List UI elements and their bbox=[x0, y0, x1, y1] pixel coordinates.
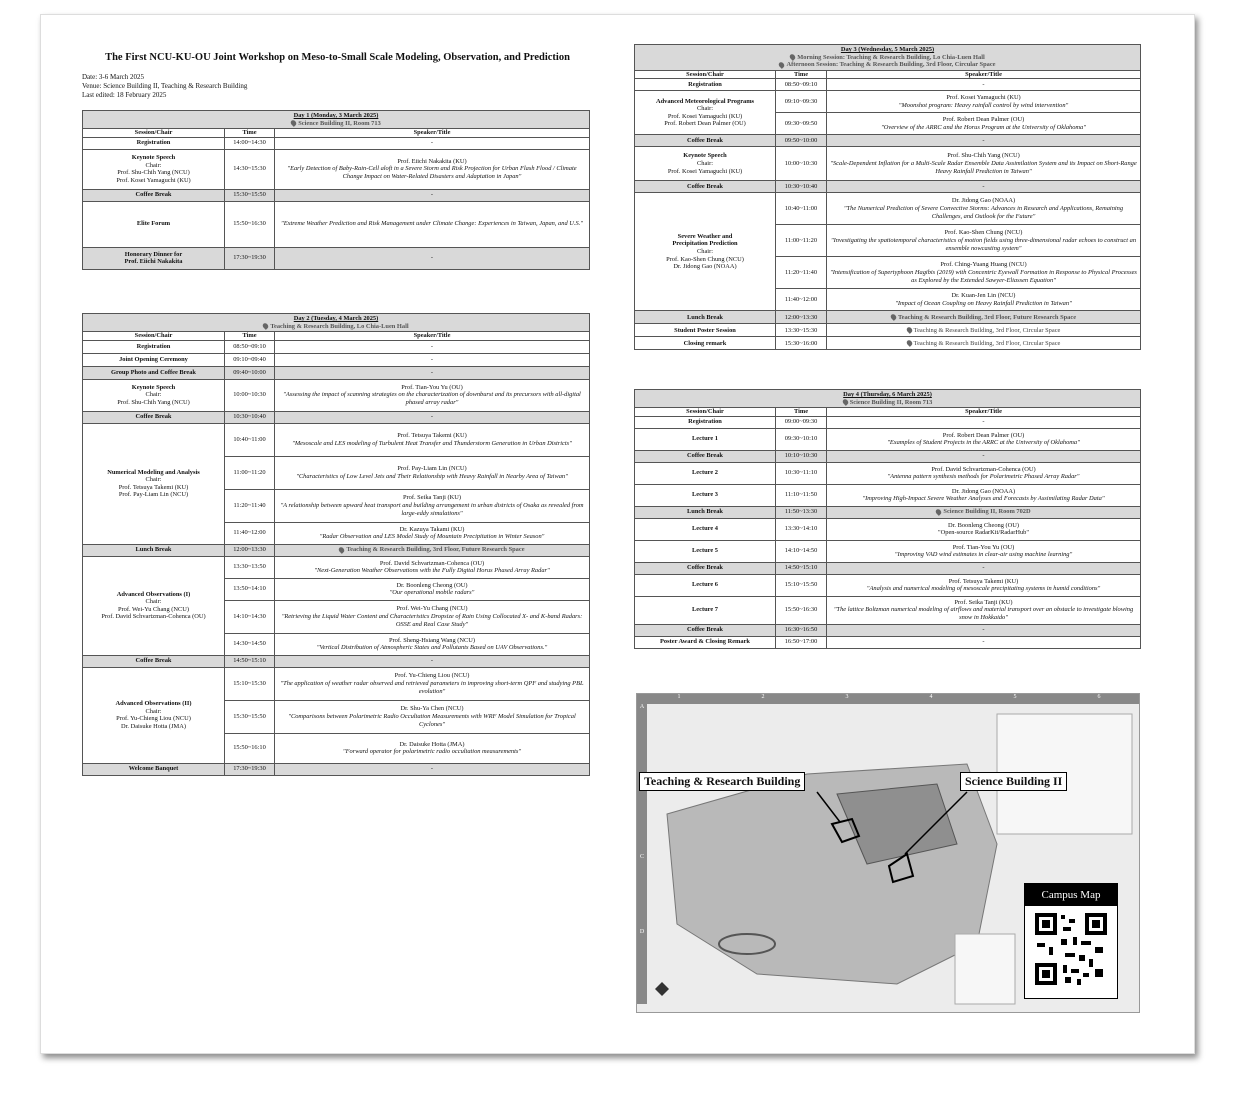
time-cell: 11:40~12:00 bbox=[225, 522, 275, 544]
session-cell: Coffee Break bbox=[635, 450, 776, 462]
talk-title: "Forward operator for polarimetric radio occultation measurements" bbox=[342, 748, 522, 756]
speaker-name: Dr. Boonleng Cheong (OU) bbox=[396, 581, 468, 589]
detail-cell bbox=[275, 149, 590, 189]
time-cell: 10:40~11:00 bbox=[225, 423, 275, 456]
talk-title: "A relationship between upward heat transport and building arrangement in urban districts of Osaka as revealed from large-eddy simulations" bbox=[280, 501, 584, 517]
compass-icon bbox=[655, 982, 669, 996]
chair-name: Prof. Kosei Yamaguchi (KU) bbox=[116, 176, 191, 184]
speaker-name: Prof. Robert Dean Palmer (OU) bbox=[942, 116, 1025, 124]
campus-ground-shape bbox=[667, 764, 997, 984]
chair-name: Prof. Wei-Yu Chang (NCU) bbox=[117, 605, 190, 613]
time-cell: 12:00~13:30 bbox=[776, 311, 827, 324]
map-grid-col: 4 bbox=[889, 694, 973, 704]
detail-cell: - bbox=[827, 562, 1141, 574]
detail-cell: - bbox=[275, 340, 590, 353]
col-time: Time bbox=[225, 332, 275, 341]
detail-cell bbox=[275, 544, 590, 556]
detail-cell bbox=[275, 633, 590, 655]
session-name: Advanced Meteorological Programs bbox=[655, 97, 755, 105]
session-name: Advanced Observations (I) bbox=[116, 590, 191, 598]
time-cell: 12:00~13:30 bbox=[225, 544, 275, 556]
detail-cell bbox=[827, 147, 1141, 181]
speaker-name: Prof. David Schvartzman-Cohenca (OU) bbox=[379, 559, 485, 567]
talk-title: "Retrieving the Liquid Water Content and Characteristics Dropsize of Rain Using Collocated X- and K-band Radars: OSSE and Real Case Study" bbox=[281, 612, 583, 628]
detail-cell bbox=[275, 522, 590, 544]
time-cell: 14:30~15:30 bbox=[225, 149, 275, 189]
talk-title: "The application of weather radar observed and retrieved parameters in improving short-term QPF and studying PBL evolution" bbox=[280, 679, 584, 695]
session-cell: Coffee Break bbox=[83, 655, 225, 667]
detail-cell: - bbox=[827, 416, 1141, 428]
time-cell: 10:40~11:00 bbox=[776, 193, 827, 225]
col-speaker: Speaker/Title bbox=[275, 129, 590, 138]
col-session: Session/Chair bbox=[635, 408, 776, 417]
location-pin-icon bbox=[935, 508, 943, 516]
chair-name: Prof. Pay-Liam Lin (NCU) bbox=[118, 491, 189, 499]
time-cell: 11:20~11:40 bbox=[776, 257, 827, 289]
speaker-name: Prof. Pay-Liam Lin (NCU) bbox=[397, 465, 467, 473]
session-cell: Group Photo and Coffee Break bbox=[83, 366, 225, 379]
chair-label: Chair: bbox=[145, 391, 162, 399]
map-grid-row: C bbox=[637, 854, 647, 929]
speaker-name: Prof. Tian-You Yu (OU) bbox=[401, 383, 463, 391]
detail-cell: - bbox=[275, 137, 590, 149]
chair-label: Chair: bbox=[145, 161, 162, 169]
session-cell: Lunch Break bbox=[635, 311, 776, 324]
time-cell: 09:00~09:30 bbox=[776, 416, 827, 428]
session-cell: Lunch Break bbox=[83, 544, 225, 556]
time-cell: 14:00~14:30 bbox=[225, 137, 275, 149]
time-cell: 15:50~16:10 bbox=[225, 733, 275, 763]
session-cell: Coffee Break bbox=[635, 135, 776, 147]
col-speaker: Speaker/Title bbox=[827, 70, 1141, 79]
session-cell: Lunch Break bbox=[635, 506, 776, 518]
day4-venue bbox=[636, 399, 1139, 407]
talk-title: "Assessing the impact of scanning strategies on the characterization of downburst and its precursors with all-digital phased array radar" bbox=[283, 391, 581, 407]
detail-cell bbox=[275, 600, 590, 633]
speaker-name: Prof. Tetsuya Takemi (KU) bbox=[948, 577, 1019, 585]
talk-title: "Improving High-Impact Severe Weather Analyses and Forecasts by Assimilating Radar Data" bbox=[862, 495, 1105, 503]
time-cell: 08:50~09:10 bbox=[225, 340, 275, 353]
time-cell: 11:40~12:00 bbox=[776, 289, 827, 311]
venue-text: Science Building II, Room 713 bbox=[849, 398, 933, 406]
time-cell: 10:30~11:10 bbox=[776, 462, 827, 484]
location-pin-icon bbox=[841, 398, 849, 406]
chair-name: Prof. Tetsuya Takemi (KU) bbox=[118, 483, 189, 491]
session-cell: Lecture 3 bbox=[635, 484, 776, 506]
day1-table bbox=[82, 110, 590, 270]
qr-code-icon[interactable] bbox=[1025, 907, 1117, 999]
speaker-name: Dr. Boonleng Cheong (OU) bbox=[948, 521, 1019, 529]
talk-title: "Improving VAD wind estimates in clear-air using machine learning" bbox=[894, 551, 1073, 559]
session-cell bbox=[83, 247, 225, 269]
session-cell: Registration bbox=[635, 79, 776, 91]
time-cell: 14:30~14:50 bbox=[225, 633, 275, 655]
speaker-name: Prof. Shu-Chih Yang (NCU) bbox=[947, 152, 1020, 160]
map-grid-row: D bbox=[637, 929, 647, 1004]
session-cell: Poster Award & Closing Remark bbox=[635, 636, 776, 648]
detail-cell bbox=[827, 113, 1141, 135]
map-grid-col: 2 bbox=[721, 694, 805, 704]
talk-title: "Investigating the spatiotemporal characteristics of motion fields using three-dimensional radar echoes to construct an ensemble nowcasting system" bbox=[830, 237, 1137, 252]
session-cell: Lecture 4 bbox=[635, 518, 776, 540]
session-name: Keynote Speech bbox=[131, 154, 176, 162]
talk-title: "Extreme Weather Prediction and Risk Management under Climate Change: Experiences in Taiwan, Japan, and U.S." bbox=[281, 220, 583, 228]
talk-title: "Impact of Ocean Coupling on Heavy Rainfall Prediction in Taiwan" bbox=[895, 299, 1072, 307]
session-name: Keynote Speech bbox=[683, 152, 727, 160]
time-cell: 14:10~14:30 bbox=[225, 600, 275, 633]
session-cell: Lecture 1 bbox=[635, 428, 776, 450]
session-name: Keynote Speech bbox=[131, 383, 176, 391]
detail-cell bbox=[827, 91, 1141, 113]
qr-title: Campus Map bbox=[1025, 884, 1117, 906]
time-cell: 09:30~10:10 bbox=[776, 428, 827, 450]
chair-label: Chair: bbox=[145, 598, 162, 606]
detail-cell bbox=[827, 337, 1141, 350]
teaching-research-building-label: Teaching & Research Building bbox=[639, 772, 805, 791]
detail-cell: - bbox=[827, 135, 1141, 147]
speaker-name: Prof. Robert Dean Palmer (OU) bbox=[942, 431, 1025, 439]
chair-name: Dr. Jidong Gao (NOAA) bbox=[673, 263, 737, 271]
time-cell: 13:50~14:10 bbox=[225, 578, 275, 600]
speaker-name: Prof. David Schvartzman-Cohenca (OU) bbox=[931, 465, 1036, 473]
day1-venue bbox=[84, 120, 588, 128]
session-cell: Joint Opening Ceremony bbox=[83, 353, 225, 366]
venue-text: Teaching & Research Building, 3rd Floor, Future Research Space bbox=[346, 546, 525, 554]
day3-title: Day 3 (Wednesday, 5 March 2025) bbox=[840, 46, 935, 53]
meta-date: Date: 3-6 March 2025 bbox=[82, 73, 145, 81]
time-cell: 16:50~17:00 bbox=[776, 636, 827, 648]
location-pin-icon bbox=[338, 546, 346, 554]
speaker-name: Prof. Seika Tanji (KU) bbox=[954, 598, 1013, 606]
talk-title: "Mesoscale and LES modeling of Turbulent Heat Transfer and Thunderstorm Generation in Urban Districts" bbox=[292, 439, 572, 447]
map-grid-col: 5 bbox=[973, 694, 1057, 704]
session-cell: Lecture 5 bbox=[635, 540, 776, 562]
col-time: Time bbox=[776, 70, 827, 79]
campus-map-qr-panel bbox=[1024, 883, 1118, 999]
time-cell: 09:30~09:50 bbox=[776, 113, 827, 135]
talk-title: "Characteristics of Low Level Jets and Their Relationship with Heavy Rainfall in Nearby Area of Taiwan" bbox=[296, 472, 568, 480]
chair-label: Chair: bbox=[697, 160, 713, 168]
col-session: Session/Chair bbox=[83, 129, 225, 138]
day2-venue bbox=[84, 323, 588, 331]
talk-title: "Intensification of Supertyphoon Hagibis (2019) with Concentric Eyewall Formation in Response to Physical Processes as Explored by the Extended Sawyer-Eliassen Equation" bbox=[830, 269, 1137, 284]
location-pin-icon bbox=[890, 313, 898, 321]
col-session: Session/Chair bbox=[83, 332, 225, 341]
session-cell bbox=[83, 423, 225, 544]
speaker-name: Dr. Jidong Gao (NOAA) bbox=[951, 197, 1016, 205]
location-pin-icon bbox=[905, 326, 913, 334]
time-cell: 13:30~13:50 bbox=[225, 556, 275, 578]
time-cell: 11:00~11:20 bbox=[225, 456, 275, 489]
map-grid-col: 1 bbox=[637, 694, 721, 704]
time-cell: 14:10~14:50 bbox=[776, 540, 827, 562]
talk-title: "Overview of the ARRC and the Horus Program at the University of Oklahoma" bbox=[881, 123, 1086, 131]
session-cell: Coffee Break bbox=[83, 189, 225, 201]
speaker-name: Dr. Daisuke Hotta (JMA) bbox=[399, 740, 465, 748]
time-cell: 11:00~11:20 bbox=[776, 225, 827, 257]
detail-cell: - bbox=[827, 181, 1141, 193]
chair-name: Prof. Kosei Yamaguchi (KU) bbox=[667, 112, 743, 120]
venue-text: Morning Session: Teaching & Research Building, Lo Chia-Luen Hall bbox=[797, 53, 985, 61]
map-grid-col: 3 bbox=[805, 694, 889, 704]
detail-cell: - bbox=[275, 189, 590, 201]
day3-table bbox=[634, 44, 1141, 350]
venue-text: Science Building II, Room 702D bbox=[943, 508, 1031, 516]
chair-label: Chair: bbox=[697, 105, 713, 113]
talk-title: "The lattice Boltzman numerical modeling of airflows and material transport over an obstacle to investigate blowing snow in Hokkaido" bbox=[833, 606, 1134, 622]
session-name: Advanced Observations (II) bbox=[115, 700, 192, 708]
session-cell: Lecture 2 bbox=[635, 462, 776, 484]
detail-cell bbox=[827, 257, 1141, 289]
chair-name: Prof. Yu-Chieng Liou (NCU) bbox=[116, 715, 191, 723]
session-cell bbox=[635, 193, 776, 311]
time-cell: 13:30~15:30 bbox=[776, 324, 827, 337]
venue-text: Afternoon Session: Teaching & Research Building, 3rd Floor, Circular Space bbox=[786, 61, 996, 69]
location-pin-icon bbox=[290, 119, 298, 127]
meta-venue: Venue: Science Building II, Teaching & Research Building bbox=[82, 82, 248, 90]
session-cell bbox=[83, 667, 225, 763]
detail-cell: - bbox=[275, 763, 590, 775]
time-cell: 15:10~15:30 bbox=[225, 667, 275, 700]
detail-cell bbox=[275, 456, 590, 489]
session-cell: Registration bbox=[635, 416, 776, 428]
day3-venue-morning bbox=[636, 54, 1139, 62]
speaker-name: Prof. Sheng-Hsiang Wang (NCU) bbox=[389, 636, 475, 644]
col-session: Session/Chair bbox=[635, 70, 776, 79]
detail-cell bbox=[827, 311, 1141, 324]
session-cell bbox=[83, 556, 225, 655]
talk-title: "Early Detection of Baby-Rain-Cell aloft in a Severe Storm and Risk Projection for Urban Flash Flood / Climate Change Impact on Water-Related Disasters and Adaptation in Japan" bbox=[287, 165, 577, 181]
time-cell: 10:30~10:40 bbox=[225, 411, 275, 423]
detail-cell: - bbox=[275, 411, 590, 423]
speaker-name: Prof. Wei-Yu Chang (NCU) bbox=[396, 605, 468, 613]
time-cell: 13:30~14:10 bbox=[776, 518, 827, 540]
time-cell: 09:50~10:00 bbox=[776, 135, 827, 147]
speaker-name: Dr. Jidong Gao (NOAA) bbox=[951, 487, 1016, 495]
day2-table bbox=[82, 313, 590, 776]
time-cell: 15:50~16:30 bbox=[776, 596, 827, 624]
location-pin-icon bbox=[789, 53, 797, 61]
detail-cell: - bbox=[827, 79, 1141, 91]
detail-cell bbox=[827, 462, 1141, 484]
day2-venue-text: Teaching & Research Building, Lo Chia-Luen Hall bbox=[270, 322, 409, 330]
detail-cell bbox=[827, 193, 1141, 225]
time-cell: 10:10~10:30 bbox=[776, 450, 827, 462]
time-cell: 08:50~09:10 bbox=[776, 79, 827, 91]
chair-name: Prof. Kosei Yamaguchi (KU) bbox=[667, 167, 743, 175]
detail-cell bbox=[275, 379, 590, 411]
time-cell: 09:10~09:40 bbox=[225, 353, 275, 366]
talk-title: "The Numerical Prediction of Severe Convective Storms: Advances in Research and Applications, Remaining Challenges, and Outlook for the Future" bbox=[843, 205, 1124, 220]
detail-cell bbox=[275, 423, 590, 456]
map-grid-row: A bbox=[637, 704, 647, 779]
detail-cell bbox=[827, 484, 1141, 506]
chair-label: Chair: bbox=[697, 248, 713, 256]
session-name: Prof. Eiichi Nakakita bbox=[124, 258, 183, 266]
session-cell: Lecture 6 bbox=[635, 574, 776, 596]
detail-cell bbox=[827, 506, 1141, 518]
time-cell: 16:30~16:50 bbox=[776, 624, 827, 636]
session-name: Honorary Dinner for bbox=[124, 250, 183, 258]
session-cell: Coffee Break bbox=[635, 562, 776, 574]
session-cell bbox=[635, 147, 776, 181]
workshop-meta bbox=[82, 73, 247, 100]
venue-text: Teaching & Research Building, 3rd Floor, Circular Space bbox=[913, 339, 1061, 347]
day3-venue-afternoon bbox=[636, 61, 1139, 69]
session-cell bbox=[635, 91, 776, 135]
day3-header bbox=[635, 45, 1141, 71]
day4-title: Day 4 (Thursday, 6 March 2025) bbox=[843, 391, 932, 398]
detail-cell bbox=[275, 667, 590, 700]
detail-cell bbox=[827, 596, 1141, 624]
map-grid-col: 6 bbox=[1057, 694, 1140, 704]
chair-name: Prof. Shu-Chih Yang (NCU) bbox=[117, 169, 190, 177]
speaker-name: Dr. Shu-Ya Chen (NCU) bbox=[400, 705, 464, 713]
location-pin-icon bbox=[778, 61, 786, 69]
detail-cell bbox=[827, 574, 1141, 596]
detail-cell bbox=[275, 556, 590, 578]
talk-title: "Next-Generation Weather Observations with the Fully Digital Horus Phased Array Radar" bbox=[314, 567, 550, 575]
talk-title: "Analysis and numerical modeling of mesoscale precipitating systems in humid conditions" bbox=[866, 585, 1101, 593]
col-speaker: Speaker/Title bbox=[827, 408, 1141, 417]
talk-title: "Our operational mobile radars" bbox=[389, 589, 475, 597]
detail-cell: - bbox=[275, 366, 590, 379]
talk-title: "Moonshot program: Heavy rainfall control by wind intervention" bbox=[898, 101, 1069, 109]
venue-text: Teaching & Research Building, 3rd Floor, Future Research Space bbox=[897, 313, 1077, 321]
speaker-name: Dr. Kazuya Takami (KU) bbox=[399, 525, 465, 533]
session-cell: Coffee Break bbox=[635, 624, 776, 636]
talk-title: "Open-source RadarKit/RadarHub" bbox=[938, 529, 1029, 537]
talk-title: "Comparisons between Polarimetric Radio Occultation Measurements with WRF Model Simulation for Tropical Cyclones" bbox=[288, 712, 576, 728]
session-cell bbox=[83, 379, 225, 411]
time-cell: 15:30~15:50 bbox=[225, 189, 275, 201]
time-cell: 17:30~19:30 bbox=[225, 763, 275, 775]
detail-cell bbox=[275, 700, 590, 733]
day2-header bbox=[83, 314, 590, 332]
detail-cell: - bbox=[275, 655, 590, 667]
chair-label: Chair: bbox=[145, 707, 162, 715]
session-cell: Student Poster Session bbox=[635, 324, 776, 337]
detail-cell bbox=[827, 324, 1141, 337]
time-cell: 15:10~15:50 bbox=[776, 574, 827, 596]
speaker-name: Prof. Ching-Yuang Huang (NCU) bbox=[940, 261, 1027, 269]
time-cell: 17:30~19:30 bbox=[225, 247, 275, 269]
day1-venue-text: Science Building II, Room 713 bbox=[298, 119, 381, 127]
time-cell: 15:30~15:50 bbox=[225, 700, 275, 733]
chair-name: Dr. Daisuke Hotta (JMA) bbox=[121, 722, 186, 730]
chair-name: Prof. Kao-Shen Chung (NCU) bbox=[666, 255, 744, 263]
speaker-name: Prof. Tian-You Yu (OU) bbox=[952, 543, 1015, 551]
time-cell: 11:20~11:40 bbox=[225, 489, 275, 522]
day2-title: Day 2 (Tuesday, 4 March 2025) bbox=[293, 315, 379, 322]
time-cell: 11:10~11:50 bbox=[776, 484, 827, 506]
time-cell: 10:00~10:30 bbox=[776, 147, 827, 181]
talk-title: "Scale-Dependent Inflation for a Multi-Scale Radar Ensemble Data Assimilation System and its Impact on Short-Range Heavy Rainfall Prediction in Taiwan" bbox=[830, 160, 1137, 175]
time-cell: 11:50~13:30 bbox=[776, 506, 827, 518]
col-time: Time bbox=[225, 129, 275, 138]
detail-cell: - bbox=[275, 353, 590, 366]
time-cell: 14:50~15:10 bbox=[225, 655, 275, 667]
detail-cell bbox=[275, 489, 590, 522]
chair-name: Prof. Robert Dean Palmer (OU) bbox=[664, 120, 746, 128]
day4-header bbox=[635, 390, 1141, 408]
meta-edited: Last edited: 18 February 2025 bbox=[82, 91, 167, 99]
session-name: Severe Weather and bbox=[677, 232, 733, 240]
talk-title: "Radar Observation and LES Model Study of Mountain Precipitation in Winter Season" bbox=[319, 533, 545, 541]
session-cell: Elite Forum bbox=[83, 201, 225, 247]
speaker-name: Prof. Eiichi Nakakita (KU) bbox=[397, 157, 467, 165]
workshop-title: The First NCU-KU-OU Joint Workshop on Meso-to-Small Scale Modeling, Observation, and Prediction bbox=[105, 52, 570, 63]
talk-title: "Vertical Distribution of Atmospheric States and Pollutants Based on UAV Observations." bbox=[316, 644, 548, 652]
detail-cell: - bbox=[275, 247, 590, 269]
day1-title: Day 1 (Monday, 3 March 2025) bbox=[293, 112, 379, 119]
session-cell: Lecture 7 bbox=[635, 596, 776, 624]
session-name: Precipitation Prediction bbox=[672, 240, 738, 248]
day1-header bbox=[83, 111, 590, 129]
time-cell: 10:00~10:30 bbox=[225, 379, 275, 411]
detail-cell bbox=[827, 518, 1141, 540]
speaker-name: Prof. Kosei Yamaguchi (KU) bbox=[946, 94, 1021, 102]
time-cell: 15:50~16:30 bbox=[225, 201, 275, 247]
detail-cell bbox=[275, 578, 590, 600]
time-cell: 15:30~16:00 bbox=[776, 337, 827, 350]
detail-cell: - bbox=[827, 624, 1141, 636]
chair-label: Chair: bbox=[145, 476, 162, 484]
detail-cell bbox=[275, 733, 590, 763]
science-building-ii-label: Science Building II bbox=[960, 772, 1067, 791]
speaker-name: Prof. Tetsuya Takemi (KU) bbox=[397, 432, 467, 440]
session-cell: Registration bbox=[83, 137, 225, 149]
session-cell: Registration bbox=[83, 340, 225, 353]
talk-title: "Examples of Student Projects in the ARRC at the University of Oklahoma" bbox=[887, 439, 1080, 447]
session-cell: Coffee Break bbox=[83, 411, 225, 423]
venue-text: Teaching & Research Building, 3rd Floor, Circular Space bbox=[913, 326, 1061, 334]
col-speaker: Speaker/Title bbox=[275, 332, 590, 341]
time-cell: 10:30~10:40 bbox=[776, 181, 827, 193]
day4-table bbox=[634, 389, 1141, 649]
chair-name: Prof. David Schvartzman-Cohenca (OU) bbox=[101, 613, 206, 621]
speaker-name: Prof. Seika Tanji (KU) bbox=[402, 494, 461, 502]
chair-name: Prof. Shu-Chih Yang (NCU) bbox=[117, 399, 190, 407]
session-cell: Coffee Break bbox=[635, 181, 776, 193]
session-cell: Welcome Banquet bbox=[83, 763, 225, 775]
detail-cell: - bbox=[827, 450, 1141, 462]
talk-title: "Antenna pattern synthesis methods for Polarimetric Phased Array Radar" bbox=[887, 473, 1080, 481]
location-pin-icon bbox=[262, 322, 270, 330]
session-cell: Closing remark bbox=[635, 337, 776, 350]
session-cell bbox=[83, 149, 225, 189]
time-cell: 14:50~15:10 bbox=[776, 562, 827, 574]
speaker-name: Dr. Kuan-Jen Lin (NCU) bbox=[951, 292, 1016, 300]
time-cell: 09:10~09:30 bbox=[776, 91, 827, 113]
speaker-name: Prof. Yu-Chieng Liou (NCU) bbox=[394, 672, 470, 680]
detail-cell: - bbox=[827, 636, 1141, 648]
detail-cell bbox=[827, 225, 1141, 257]
detail-cell bbox=[827, 289, 1141, 311]
detail-cell bbox=[827, 540, 1141, 562]
detail-cell bbox=[827, 428, 1141, 450]
col-time: Time bbox=[776, 408, 827, 417]
speaker-name: Prof. Kao-Shen Chung (NCU) bbox=[944, 229, 1023, 237]
time-cell: 09:40~10:00 bbox=[225, 366, 275, 379]
detail-cell bbox=[275, 201, 590, 247]
map-legend-panel bbox=[955, 934, 1015, 1004]
location-pin-icon bbox=[905, 339, 913, 347]
session-name: Numerical Modeling and Analysis bbox=[107, 468, 200, 476]
